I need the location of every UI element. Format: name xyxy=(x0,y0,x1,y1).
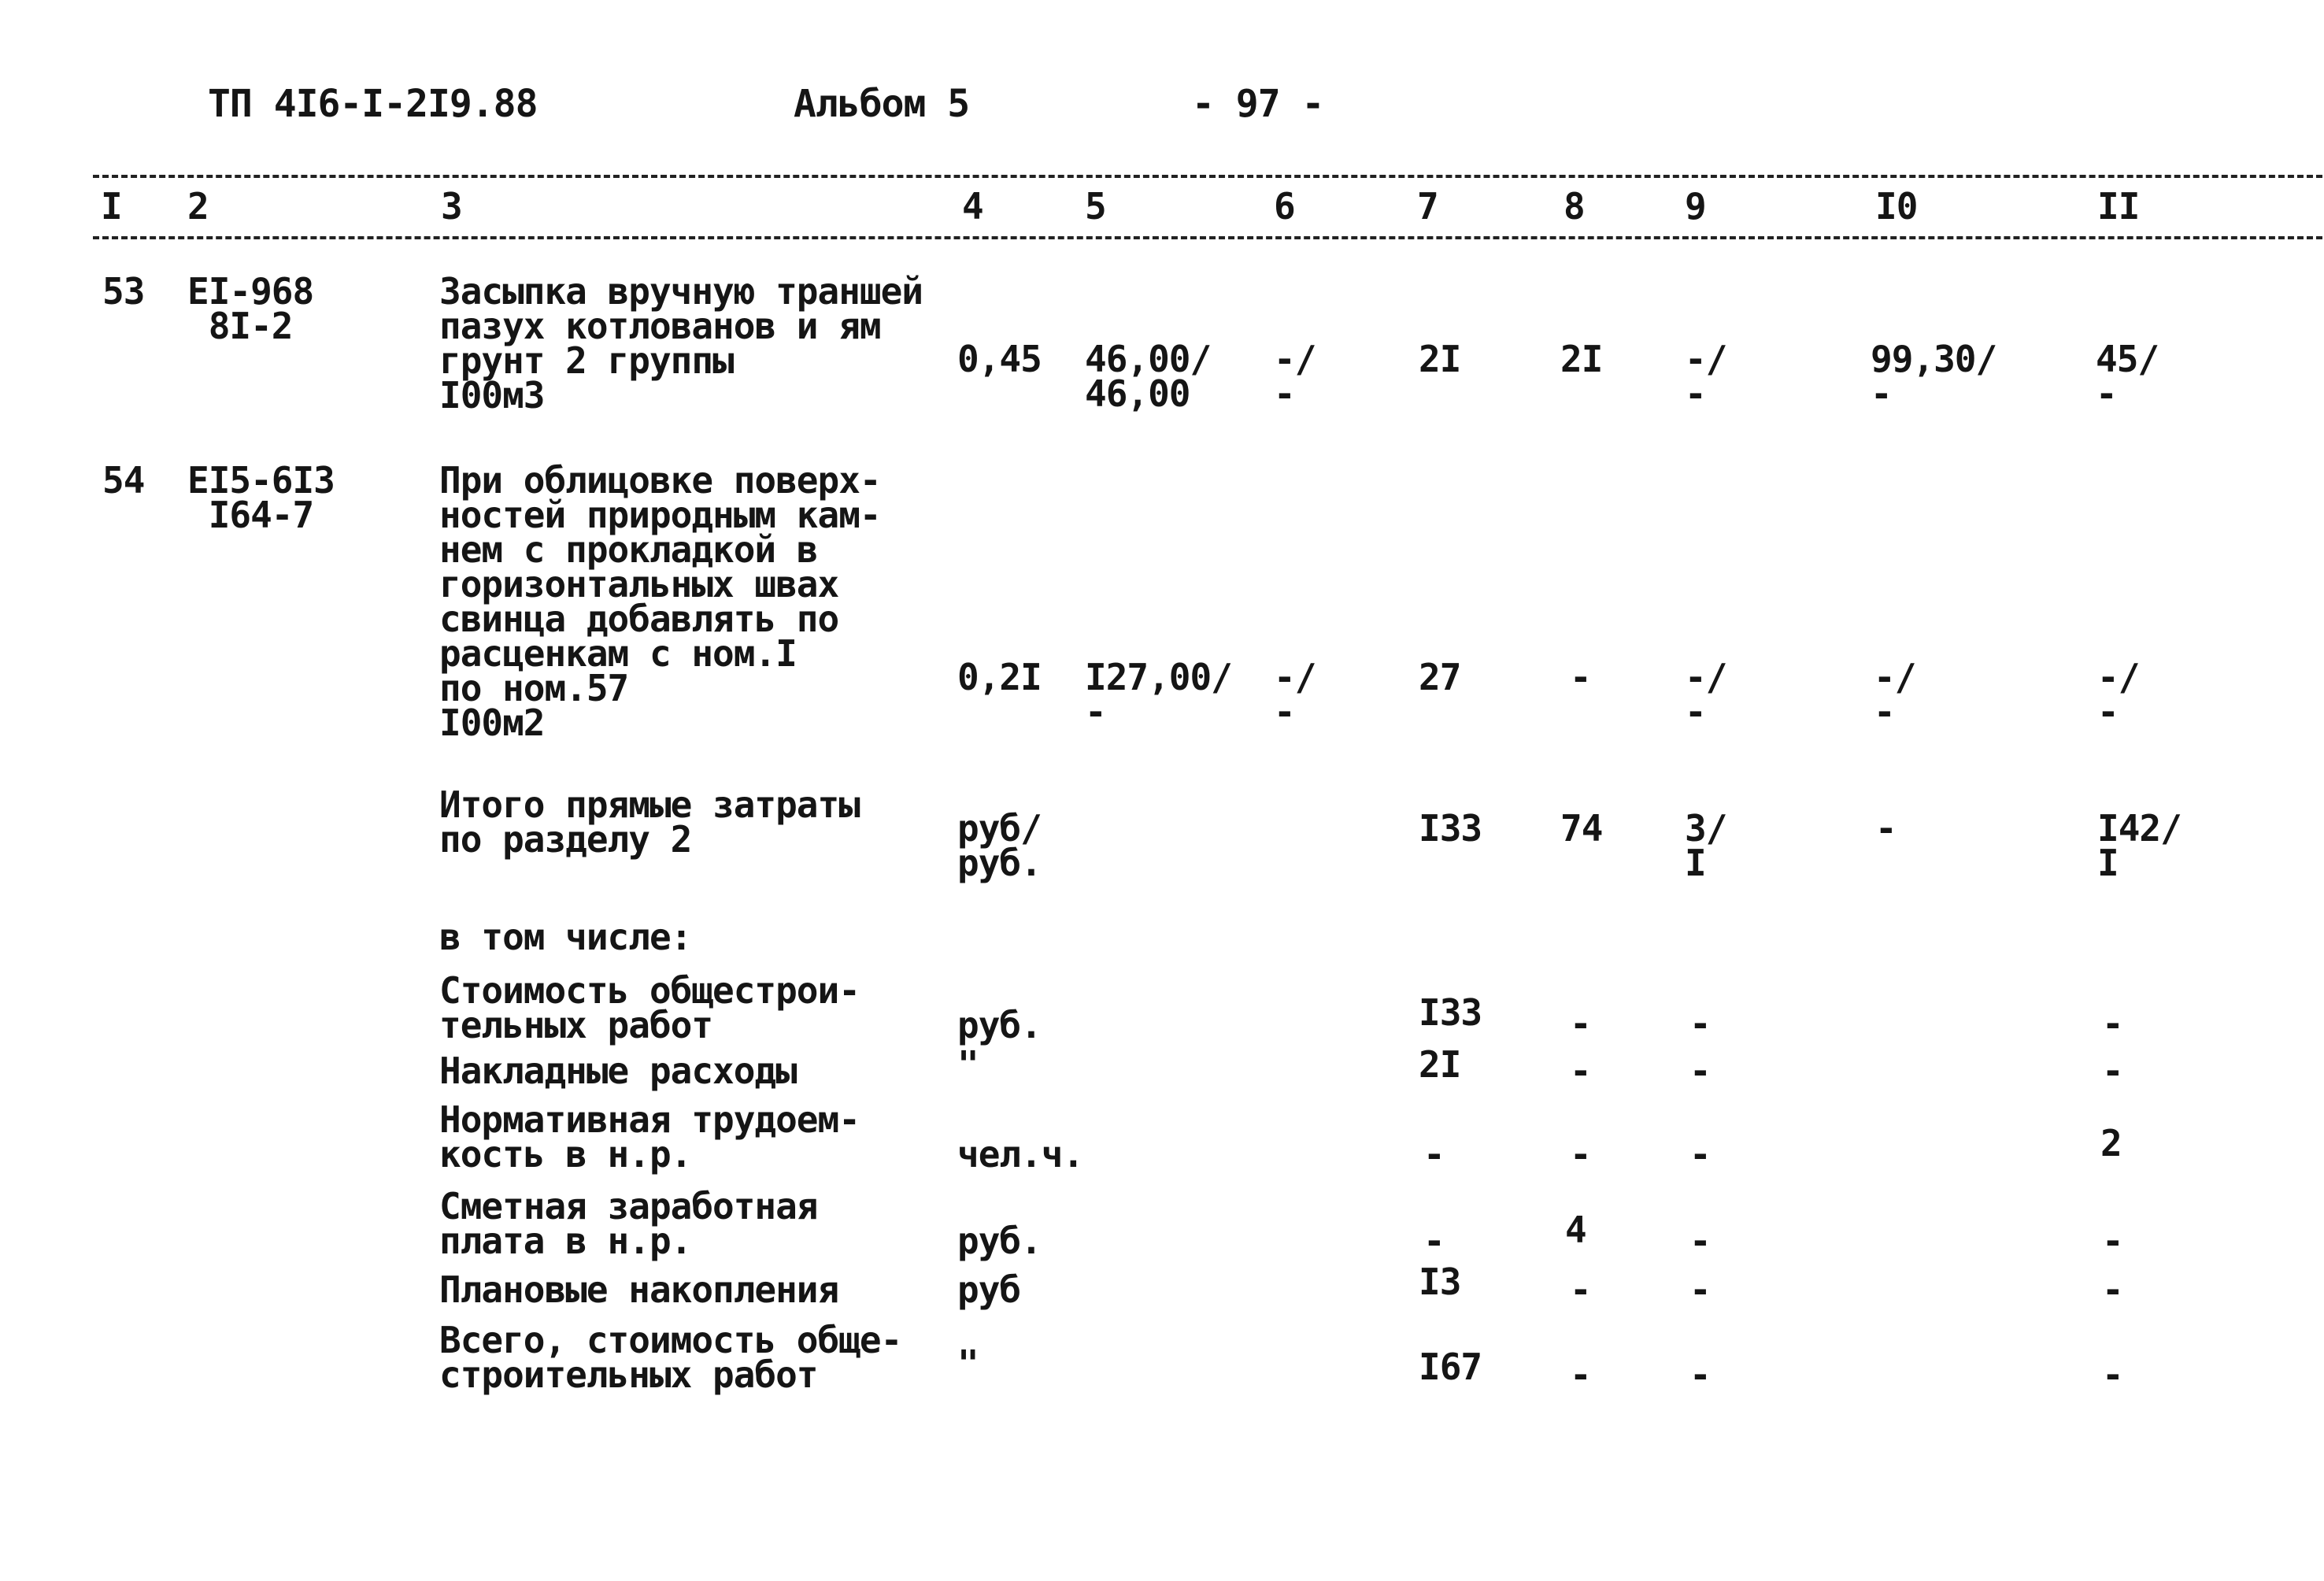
rate-code: EI-968 8I-2 xyxy=(187,270,314,347)
col11-value: 2 xyxy=(2100,1122,2122,1164)
item-description: Накладные расходы xyxy=(439,1050,797,1092)
col8-value: 4 xyxy=(1565,1209,1586,1251)
item-description: Нормативная трудоем- кость в н.р. xyxy=(439,1098,860,1176)
col8-value: - xyxy=(1570,1353,1591,1396)
item-description: Плановые накопления xyxy=(439,1268,839,1311)
including-label: в том числе: xyxy=(439,916,692,958)
col9-value: - xyxy=(1689,1268,1711,1311)
col9-value: - xyxy=(1689,1002,1711,1045)
col7-value: 2I xyxy=(1419,1043,1461,1086)
column-header-2: 2 xyxy=(187,185,209,228)
item-description: Стоимость общестрои- тельных работ xyxy=(439,969,860,1046)
col6-value: -/ - xyxy=(1274,656,1316,733)
col11-value: -/ - xyxy=(2097,656,2140,733)
col9-value: 3/ I xyxy=(1685,807,1727,884)
col8-value: - xyxy=(1570,656,1591,698)
album-label: Альбом 5 xyxy=(794,82,970,126)
col9-value: -/ - xyxy=(1685,656,1727,733)
col11-value: I42/ I xyxy=(2097,807,2182,884)
column-header-3: 3 xyxy=(441,185,462,228)
col11-value: - xyxy=(2102,1220,2123,1262)
col8-value: - xyxy=(1570,1268,1591,1311)
quantity-value: 0,45 xyxy=(957,338,1042,380)
col11-value: - xyxy=(2102,1050,2123,1092)
column-header-5: 5 xyxy=(1085,185,1106,228)
col9-value: - xyxy=(1689,1353,1711,1396)
item-description: Сметная заработная плата в н.р. xyxy=(439,1185,818,1262)
page-number: - 97 - xyxy=(1192,82,1324,126)
col7-value: 2I xyxy=(1419,338,1461,380)
col8-value: - xyxy=(1570,1133,1591,1176)
item-description: Всего, стоимость обще- строительных работ xyxy=(439,1319,902,1396)
col7-value: I3 xyxy=(1419,1261,1461,1303)
column-header-7: 7 xyxy=(1417,185,1438,228)
col10-value: -/ - xyxy=(1874,656,1916,733)
col7-value: I67 xyxy=(1419,1346,1482,1388)
column-header-11: II xyxy=(2097,185,2140,228)
column-header-8: 8 xyxy=(1564,185,1585,228)
unit-value: " xyxy=(957,1043,979,1086)
col8-value: 2I xyxy=(1560,338,1603,380)
col11-value: 45/ - xyxy=(2096,338,2159,415)
col9-value: - xyxy=(1689,1220,1711,1262)
unit-value: чел.ч. xyxy=(957,1133,1084,1176)
col7-value: 27 xyxy=(1419,656,1461,698)
col7-value: I33 xyxy=(1419,807,1482,850)
column-header-6: 6 xyxy=(1274,185,1295,228)
unit-value: руб. xyxy=(957,1004,1042,1046)
col8-value: 74 xyxy=(1560,807,1603,850)
col8-value: - xyxy=(1570,1050,1591,1092)
col5-value: I27,00/ - xyxy=(1085,656,1232,733)
unit-value: руб xyxy=(957,1268,1021,1311)
rate-code: EI5-6I3 I64-7 xyxy=(187,459,335,536)
header-top-rule xyxy=(93,175,2322,178)
total-description: Итого прямые затраты по разделу 2 xyxy=(439,783,860,861)
column-header-10: I0 xyxy=(1875,185,1918,228)
col8-value: - xyxy=(1570,1002,1591,1045)
col11-value: - xyxy=(2102,1002,2123,1045)
col10-value: 99,30/ - xyxy=(1871,338,1997,415)
quantity-value: 0,2I xyxy=(957,656,1042,698)
col7-value: I33 xyxy=(1419,991,1482,1034)
col7-value: - xyxy=(1423,1133,1445,1176)
unit-value: руб. xyxy=(957,1220,1042,1262)
column-header-4: 4 xyxy=(962,185,983,228)
col10-value: - xyxy=(1875,807,1897,850)
document-code: ТП 4I6-I-2I9.88 xyxy=(208,82,538,126)
work-description: Засыпка вручную траншей пазух котлованов и ям грунт 2 группы I00м3 xyxy=(439,270,923,417)
col11-value: - xyxy=(2102,1353,2123,1396)
work-description: При облицовке поверх- ностей природным кам- нем с прокладкой в горизонтальных швах свинца добавлять по расценкам с ном.I по ном.57 I00м2 xyxy=(439,459,881,744)
col11-value: - xyxy=(2102,1268,2123,1311)
col6-value: -/ - xyxy=(1274,338,1316,415)
unit-value: руб/ руб. xyxy=(957,807,1042,884)
col9-value: - xyxy=(1689,1133,1711,1176)
col7-value: - xyxy=(1423,1220,1445,1262)
unit-value: " xyxy=(957,1342,979,1385)
col9-value: -/ - xyxy=(1685,338,1727,415)
row-number: 53 xyxy=(102,270,145,313)
col5-value: 46,00/ 46,00 xyxy=(1085,338,1212,415)
column-header-9: 9 xyxy=(1685,185,1706,228)
column-header-1: I xyxy=(101,185,122,228)
header-bottom-rule xyxy=(93,236,2322,239)
col9-value: - xyxy=(1689,1050,1711,1092)
row-number: 54 xyxy=(102,459,145,502)
